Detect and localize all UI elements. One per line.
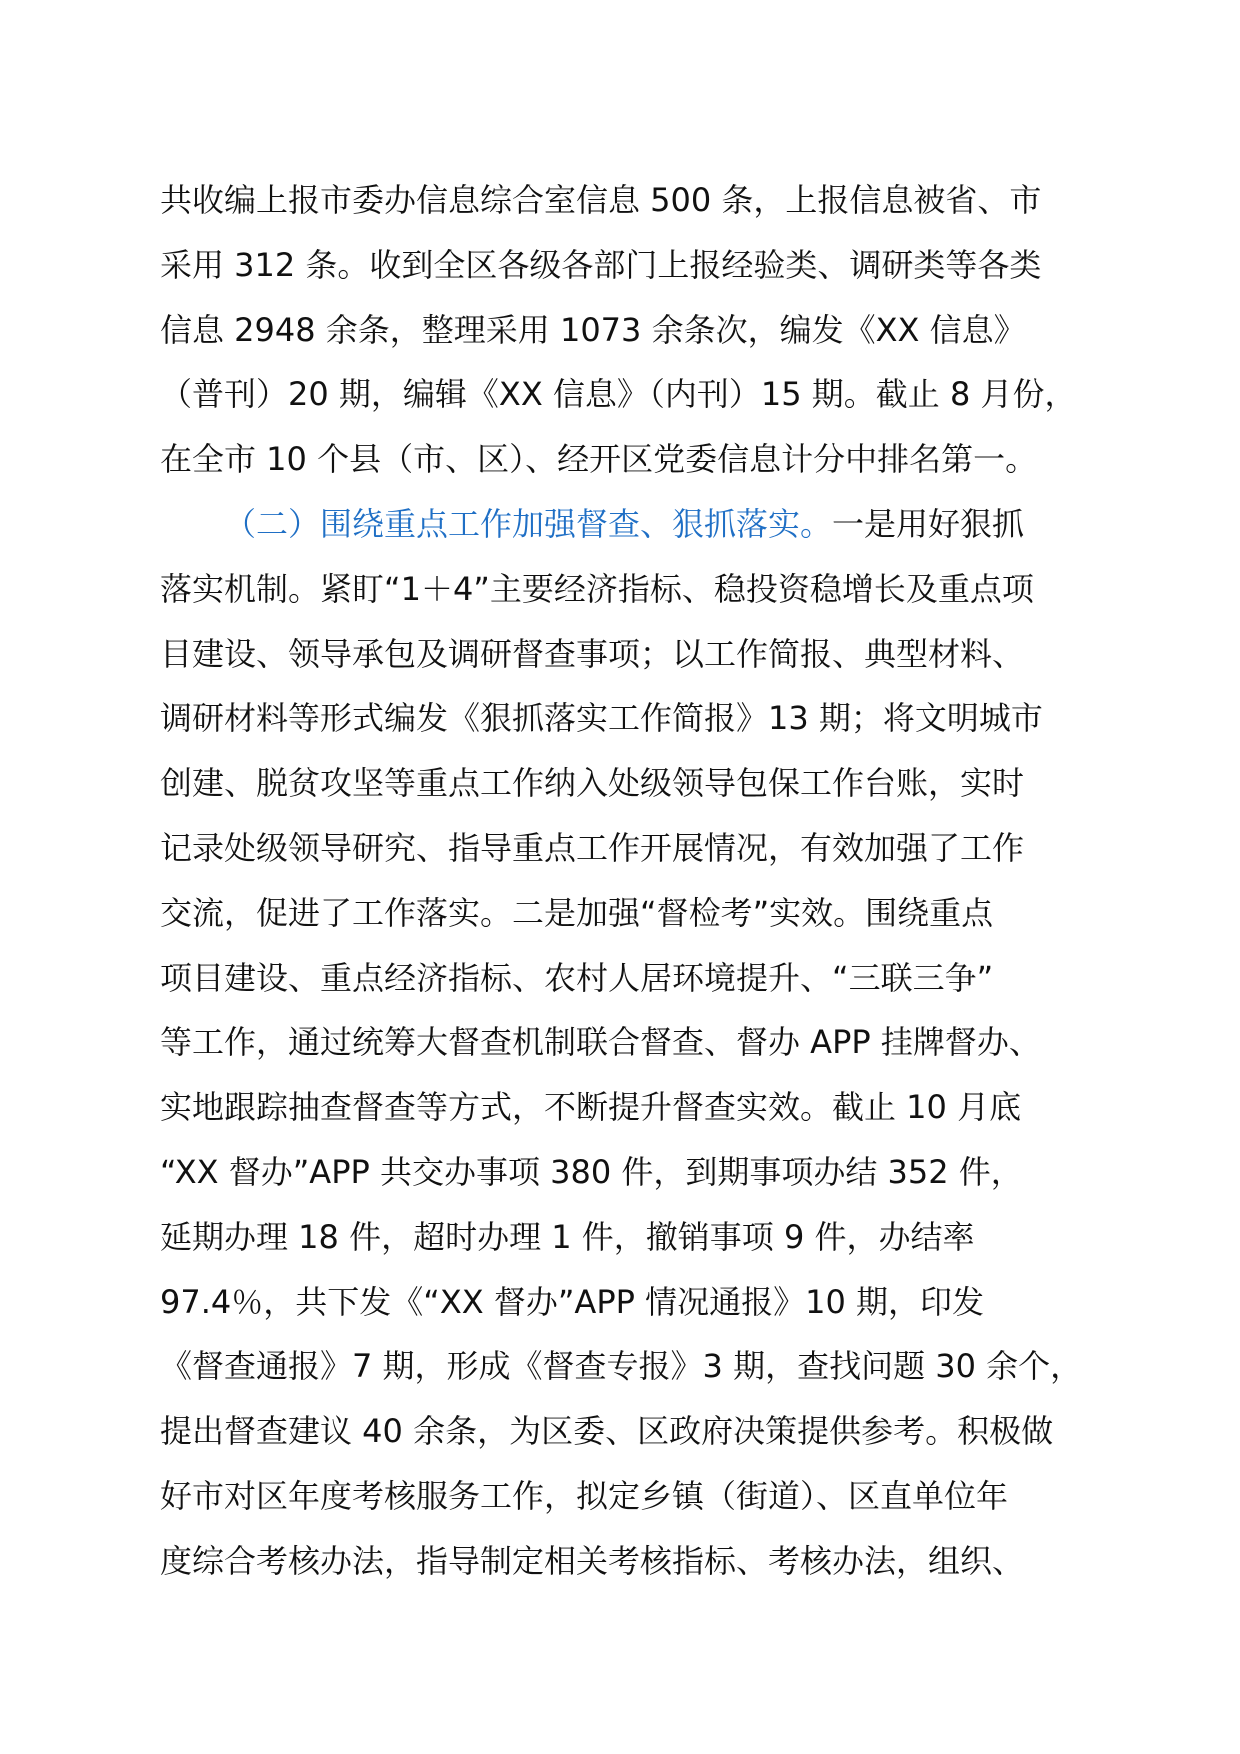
- text-line: 实地跟踪抽查督查等方式，不断提升督查实效。截止 10 月底: [160, 1088, 1022, 1127]
- section-heading: （二）围绕重点工作加强督查、狠抓落实。: [224, 504, 833, 543]
- text-line: 度综合考核办法，指导制定相关考核指标、考核办法，组织、: [160, 1541, 1025, 1580]
- text-line: 目建设、领导承包及调研督查事项；以工作简报、典型材料、: [160, 634, 1025, 673]
- text-line: 采用 312 条。收到全区各级各部门上报经验类、调研类等各类: [160, 245, 1042, 284]
- document-body: [160, 168, 1120, 1594]
- section-heading-line: [160, 492, 1120, 557]
- text-line: 《督查通报》7 期，形成《督查专报》3 期，查找问题 30 余个，: [160, 1347, 1083, 1386]
- text-line: 交流，促进了工作落实。二是加强“督检考”实效。围绕重点: [160, 893, 994, 932]
- text-line: 落实机制。紧盯“1＋4”主要经济指标、稳投资稳增长及重点项: [160, 569, 1034, 608]
- text-line: 等工作，通过统筹大督查机制联合督查、督办 APP 挂牌督办、: [160, 1023, 1041, 1062]
- text-line: 共收编上报市委办信息综合室信息 500 条，上报信息被省、市: [160, 181, 1042, 219]
- text-line: （普刊）20 期，编辑《XX 信息》（内刊）15 期。截止 8 月份，: [160, 375, 1077, 414]
- text-line: 延期办理 18 件，超时办理 1 件，撤销事项 9 件，办结率: [160, 1217, 975, 1256]
- text-line: 好市对区年度考核服务工作，拟定乡镇（街道）、区直单位年: [160, 1476, 1009, 1515]
- text-line: 记录处级领导研究、指导重点工作开展情况，有效加强了工作: [160, 828, 1025, 867]
- text-line: “XX 督办”APP 共交办事项 380 件，到期事项办结 352 件，: [160, 1152, 1023, 1191]
- text-line: 创建、脱贫攻坚等重点工作纳入处级领导包保工作台账，实时: [160, 764, 1025, 803]
- text-line: 调研材料等形式编发《狠抓落实工作简报》13 期；将文明城市: [160, 699, 1043, 738]
- text-line: 在全市 10 个县（市、区）、经开区党委信息计分中排名第一。: [160, 440, 1038, 479]
- text-line: 信息 2948 余条，整理采用 1073 余条次，编发《XX 信息》: [160, 310, 1026, 349]
- text-line: 项目建设、重点经济指标、农村人居环境提升、“三联三争”: [160, 958, 994, 997]
- section-first-line-text: 一是用好狠抓: [832, 504, 1025, 543]
- text-line: 提出督查建议 40 余条，为区委、区政府决策提供参考。积极做: [160, 1412, 1054, 1451]
- text-line: 97.4％，共下发《“XX 督办”APP 情况通报》10 期，印发: [160, 1282, 984, 1321]
